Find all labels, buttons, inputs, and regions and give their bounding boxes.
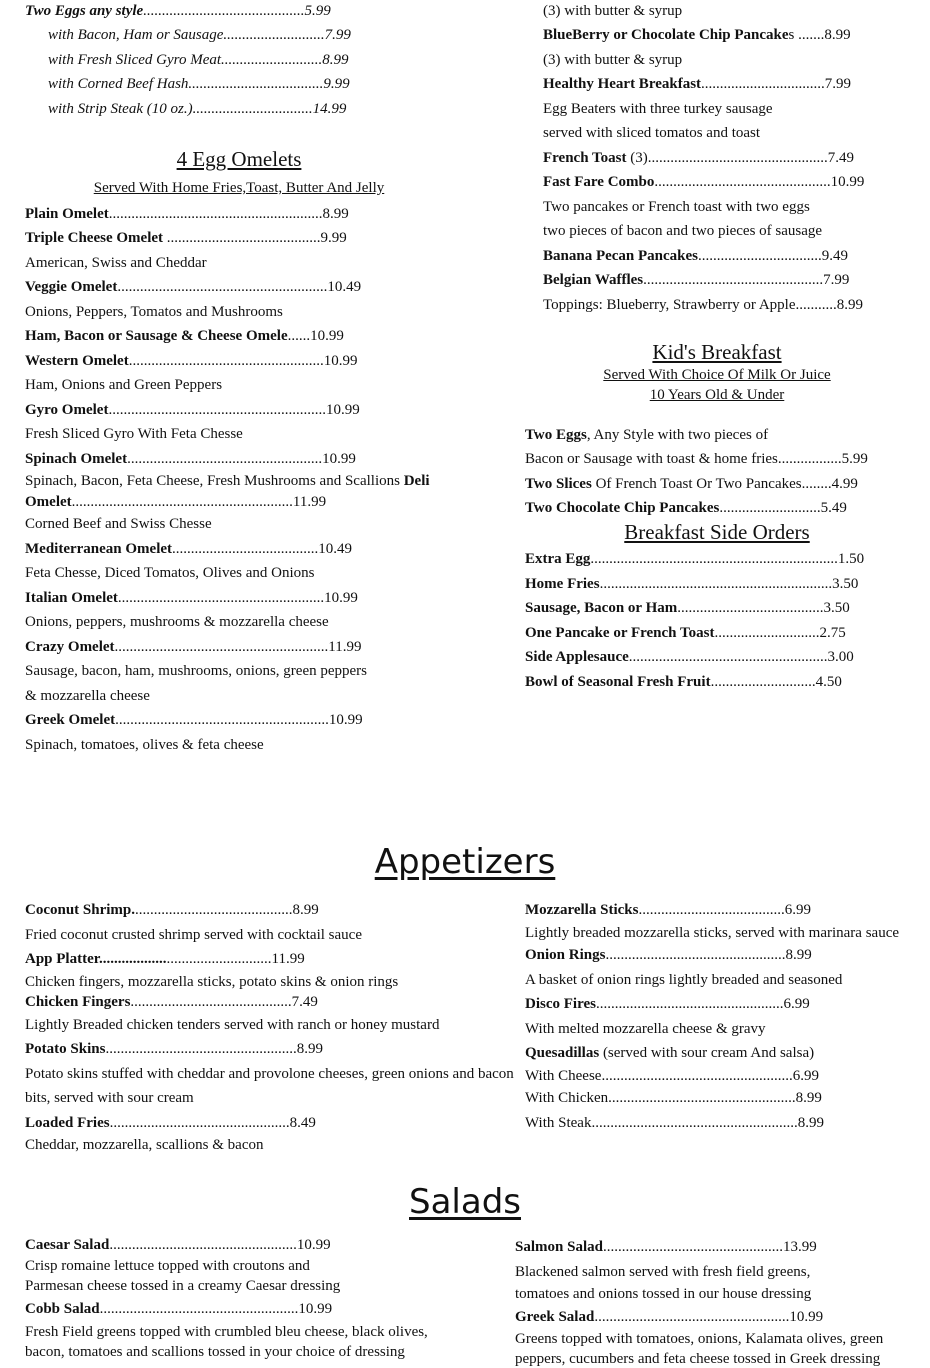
menu-item: Two Eggs, Any Style with two pieces of xyxy=(525,427,769,443)
menu-item-desc: served with sliced tomatos and toast xyxy=(543,125,761,141)
section-title-sides: Breakfast Side Orders xyxy=(624,520,810,544)
menu-item-desc: Blackened salmon served with fresh field greens, xyxy=(515,1264,811,1280)
menu-item-two-eggs: Two Eggs any style...........................................5.99 xyxy=(25,3,331,19)
menu-item-desc: Onions, Peppers, Tomatos and Mushrooms xyxy=(25,304,283,320)
menu-item: Mozzarella Sticks.......................................6.99 xyxy=(525,902,811,918)
menu-item-variant: with Bacon, Ham or Sausage...........................7.99 xyxy=(48,27,351,43)
menu-item: Onion Rings................................................8.99 xyxy=(525,947,812,963)
menu-item: Quesadillas (served with sour cream And salsa) xyxy=(525,1045,815,1061)
menu-item: Salmon Salad................................................13.99 xyxy=(515,1239,817,1255)
menu-item-desc: With melted mozzarella cheese & gravy xyxy=(525,1021,766,1037)
menu-item-desc: tomatoes and onions tossed in our house dressing xyxy=(515,1286,812,1302)
menu-item-desc: Spinach, tomatoes, olives & feta cheese xyxy=(25,737,264,753)
menu-item-desc: Parmesan cheese tossed in a creamy Caesar dressing xyxy=(25,1278,341,1294)
menu-item: One Pancake or French Toast............................2.75 xyxy=(525,625,846,641)
menu-item-desc: Bacon or Sausage with toast & home fries.................5.99 xyxy=(525,451,868,467)
menu-item: Fast Fare Combo...............................................10.99 xyxy=(543,174,865,190)
menu-item: Disco Fires..................................................6.99 xyxy=(525,996,810,1012)
menu-item-desc: Ham, Onions and Green Peppers xyxy=(25,377,223,393)
menu-item-desc: Chicken fingers, mozzarella sticks, potato skins & onion rings xyxy=(25,974,399,990)
menu-item: Plain Omelet.........................................................8.99 xyxy=(25,206,349,222)
menu-item-desc: Fresh Field greens topped with crumbled bleu cheese, black olives, xyxy=(25,1324,428,1340)
menu-item-desc: Cheddar, mozzarella, scallions & bacon xyxy=(25,1137,264,1153)
menu-item: Extra Egg..................................................................1.50 xyxy=(525,551,865,567)
menu-item-desc: Greens topped with tomatoes, onions, Kalamata olives, green xyxy=(515,1331,884,1347)
menu-item: Chicken Fingers...........................................7.49 xyxy=(25,994,318,1010)
menu-item-variant: with Fresh Sliced Gyro Meat...........................8.99 xyxy=(48,52,349,68)
menu-item: Caesar Salad..................................................10.99 xyxy=(25,1237,331,1253)
menu-item-desc: Egg Beaters with three turkey sausage xyxy=(543,101,773,117)
menu-item-desc: Corned Beef and Swiss Chesse xyxy=(25,516,212,532)
menu-item: BlueBerry or Chocolate Chip Pancakes .......8.99 xyxy=(543,27,851,43)
menu-item: Italian Omelet.......................................................10.99 xyxy=(25,590,358,606)
menu-item-desc: Sausage, bacon, ham, mushrooms, onions, green peppers xyxy=(25,663,368,679)
menu-item: Greek Omelet.........................................................10.99 xyxy=(25,712,363,728)
menu-item: Greek Salad....................................................10.99 xyxy=(515,1309,824,1325)
menu-item: Side Applesauce.....................................................3.00 xyxy=(525,649,854,665)
menu-item-desc: bits, served with sour cream xyxy=(25,1090,194,1106)
menu-item-desc: Spinach, Bacon, Feta Cheese, Fresh Mushrooms and Scallions Deli xyxy=(25,473,430,489)
section-title-salads: Salads xyxy=(409,1182,521,1222)
section-title-kids: Kid's Breakfast xyxy=(652,340,782,364)
menu-item: Omelet...........................................................11.99 xyxy=(25,494,327,510)
menu-item: Two Slices Of French Toast Or Two Pancakes........4.99 xyxy=(525,476,858,492)
menu-item: App Platter..............................................11.99 xyxy=(25,951,305,967)
section-title-omelets: 4 Egg Omelets xyxy=(176,147,302,171)
menu-item: Potato Skins...................................................8.99 xyxy=(25,1041,323,1057)
menu-item-desc: A basket of onion rings lightly breaded and seasoned xyxy=(525,972,843,988)
menu-item-desc: bacon, tomatoes and scallions tossed in your choice of dressing xyxy=(25,1344,405,1360)
section-subtitle-kids-age: 10 Years Old & Under xyxy=(649,387,785,403)
menu-item-desc: American, Swiss and Cheddar xyxy=(25,255,207,271)
menu-item: Banana Pecan Pancakes.................................9.49 xyxy=(543,248,849,264)
menu-item: Toppings: Blueberry, Strawberry or Apple...........8.99 xyxy=(543,297,864,313)
menu-item-variant: with Corned Beef Hash....................................9.99 xyxy=(48,76,350,92)
menu-item: Coconut Shrimp...........................................8.99 xyxy=(25,902,319,918)
menu-item-desc: Lightly Breaded chicken tenders served with ranch or honey mustard xyxy=(25,1017,440,1033)
menu-item: Two Chocolate Chip Pancakes...........................5.49 xyxy=(525,500,847,516)
menu-item-desc: Potato skins stuffed with cheddar and provolone cheeses, green onions and bacon xyxy=(25,1066,514,1082)
menu-item-desc: two pieces of bacon and two pieces of sausage xyxy=(543,223,823,239)
menu-item: Bowl of Seasonal Fresh Fruit............................4.50 xyxy=(525,674,842,690)
menu-item: Cobb Salad.....................................................10.99 xyxy=(25,1301,333,1317)
menu-item: Healthy Heart Breakfast.................................7.99 xyxy=(543,76,852,92)
menu-item: Loaded Fries................................................8.49 xyxy=(25,1115,316,1131)
section-title-appetizers: Appetizers xyxy=(374,842,556,882)
menu-item: Sausage, Bacon or Ham.......................................3.50 xyxy=(525,600,850,616)
menu-item-option: With Chicken..................................................8.99 xyxy=(525,1090,822,1106)
menu-item-desc: Crisp romaine lettuce topped with croutons and xyxy=(25,1258,310,1274)
menu-item: Belgian Waffles................................................7.99 xyxy=(543,272,850,288)
menu-item: Western Omelet....................................................10.99 xyxy=(25,353,358,369)
menu-item: Spinach Omelet....................................................10.99 xyxy=(25,451,356,467)
menu-item: Triple Cheese Omelet .........................................9.99 xyxy=(25,230,347,246)
menu-item-desc: Fresh Sliced Gyro With Feta Chesse xyxy=(25,426,243,442)
menu-item-desc: peppers, cucumbers and feta cheese tossed in Greek dressing xyxy=(515,1351,881,1367)
menu-item-desc: Lightly breaded mozzarella sticks, served with marinara sauce xyxy=(525,925,900,941)
menu-item: French Toast (3)................................................7.49 xyxy=(543,150,854,166)
menu-item-desc: Two pancakes or French toast with two eggs xyxy=(543,199,810,215)
menu-item-desc: Onions, peppers, mushrooms & mozzarella cheese xyxy=(25,614,329,630)
menu-item: Crazy Omelet.........................................................11.99 xyxy=(25,639,362,655)
menu-item-desc: (3) with butter & syrup xyxy=(543,52,683,68)
menu-item-variant: with Strip Steak (10 oz.)................................14.99 xyxy=(48,101,347,117)
menu-item: Gyro Omelet..........................................................10.99 xyxy=(25,402,360,418)
section-subtitle-omelets: Served With Home Fries,Toast, Butter And Jelly xyxy=(93,180,385,196)
menu-item-desc: (3) with butter & syrup xyxy=(543,3,683,19)
menu-item: Home Fries..............................................................3.50 xyxy=(525,576,859,592)
menu-item: Mediterranean Omelet.......................................10.49 xyxy=(25,541,353,557)
menu-item-desc: Feta Chesse, Diced Tomatos, Olives and Onions xyxy=(25,565,315,581)
menu-item: Veggie Omelet........................................................10.49 xyxy=(25,279,362,295)
menu-item-option: With Cheese...................................................6.99 xyxy=(525,1068,819,1084)
menu-item: Ham, Bacon or Sausage & Cheese Omele......10.99 xyxy=(25,328,344,344)
menu-item-option: With Steak.......................................................8.99 xyxy=(525,1115,824,1131)
menu-item-desc: Fried coconut crusted shrimp served with cocktail sauce xyxy=(25,927,362,943)
menu-item-desc: & mozzarella cheese xyxy=(25,688,150,704)
section-subtitle-kids: Served With Choice Of Milk Or Juice xyxy=(603,367,831,383)
